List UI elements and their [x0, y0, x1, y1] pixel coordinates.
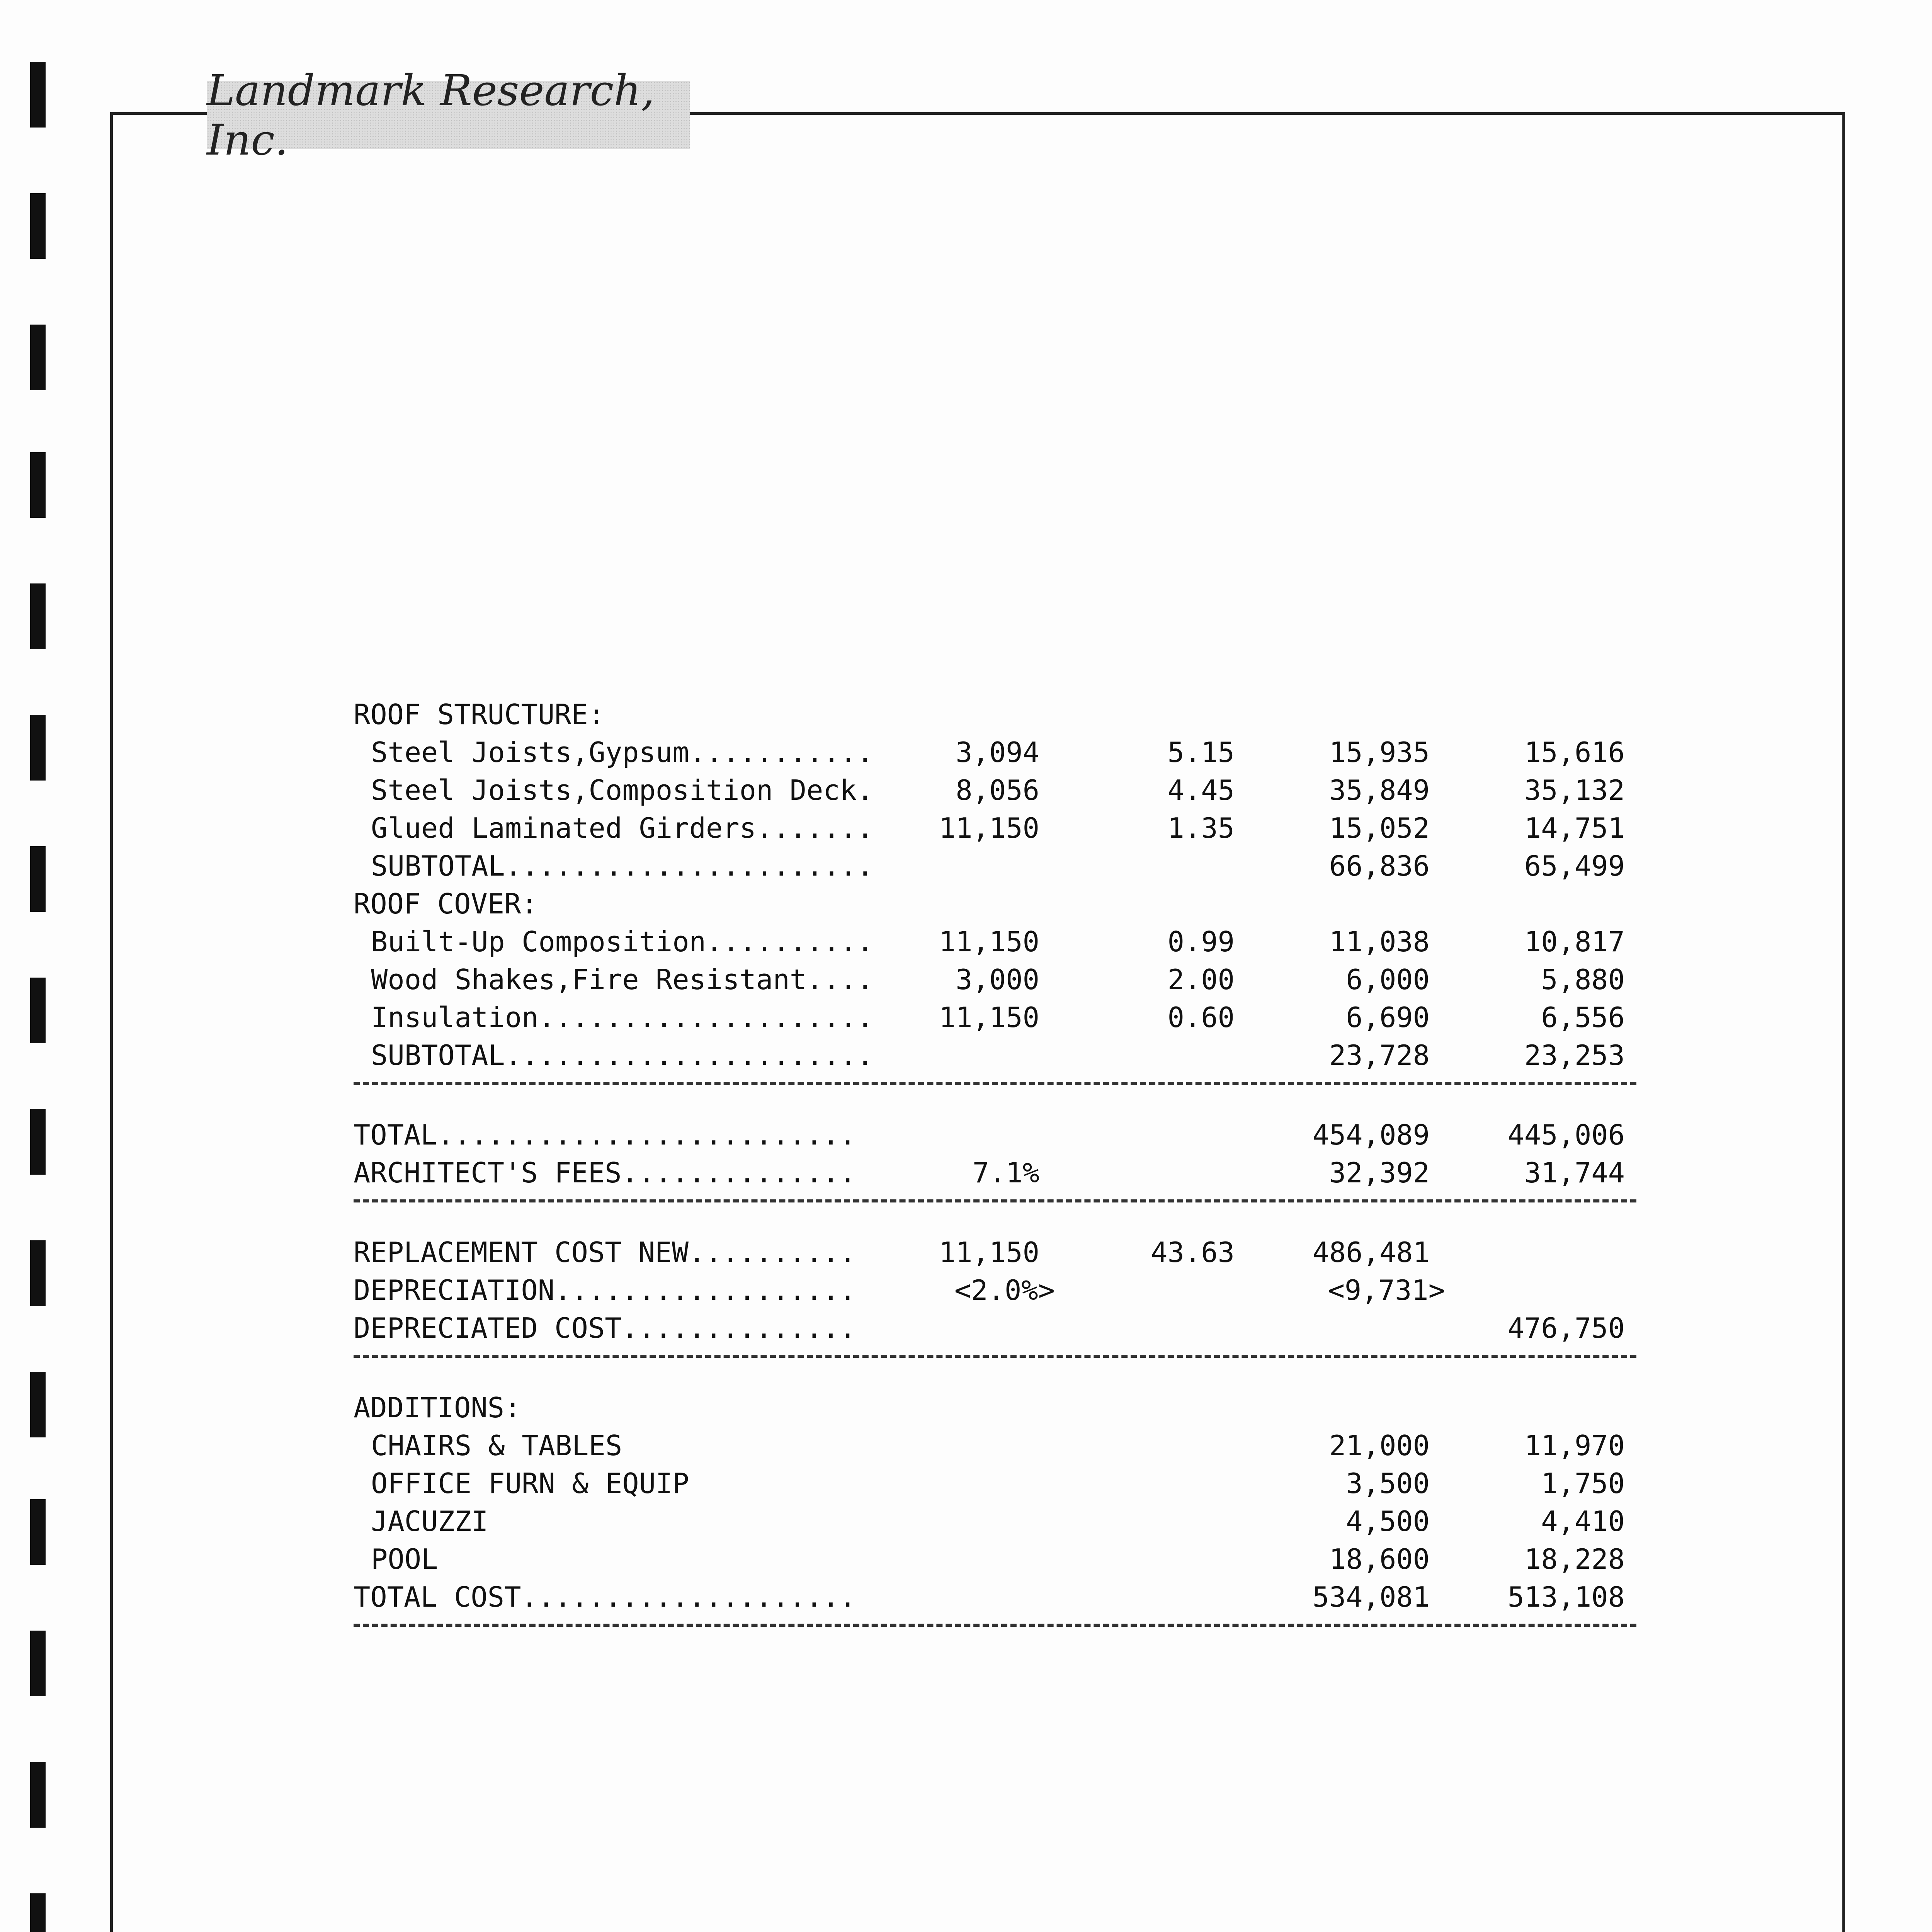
- section-heading: [354, 885, 1636, 923]
- company-logo: Landmark Research, Inc.: [207, 81, 690, 149]
- cost-table: [354, 696, 1636, 1658]
- table-row: Steel Joists,Gypsum........... 3,094 5.15 15,935 15,616: [371, 736, 1625, 769]
- table-row: Wood Shakes,Fire Resistant.... 3,000 2.00 6,000 5,880: [371, 963, 1625, 996]
- architect-fees-row: ARCHITECT'S FEES.............. 7.1% 32,392 31,744: [354, 1156, 1625, 1189]
- section-heading: [354, 696, 1636, 733]
- dashed-divider: [354, 1355, 1636, 1381]
- table-row: Insulation.................... 11,150 0.60 6,690 6,556: [371, 1001, 1625, 1034]
- total-row: TOTAL......................... 454,089 445,006: [354, 1119, 1625, 1151]
- roof-structure-heading: ROOF STRUCTURE:: [354, 698, 605, 731]
- section-heading: [354, 1389, 1636, 1427]
- table-row: Built-Up Composition.......... 11,150 0.99 11,038 10,817: [371, 925, 1625, 958]
- depreciated-cost-row: DEPRECIATED COST.............. 476,750: [354, 1312, 1625, 1344]
- dashed-divider: [354, 1082, 1636, 1108]
- table-row: Glued Laminated Girders....... 11,150 1.35 15,052 14,751: [371, 812, 1625, 844]
- table-row: JACUZZI 4,500 4,410: [371, 1505, 1625, 1537]
- dashed-divider: [354, 1199, 1636, 1226]
- subtotal-row: SUBTOTAL...................... 66,836 65,499: [371, 850, 1625, 882]
- table-row: OFFICE FURN & EQUIP 3,500 1,750: [371, 1467, 1625, 1500]
- replacement-cost-row: REPLACEMENT COST NEW.......... 11,150 43.63 486,481: [354, 1236, 1430, 1269]
- total-cost-row: TOTAL COST.................... 534,081 513,108: [354, 1581, 1625, 1613]
- roof-cover-heading: ROOF COVER:: [354, 888, 538, 920]
- table-row: POOL 18,600 18,228: [371, 1543, 1625, 1575]
- subtotal-row: SUBTOTAL...................... 23,728 23,253: [371, 1039, 1625, 1071]
- dashed-divider: [354, 1624, 1636, 1650]
- table-row: Steel Joists,Composition Deck. 8,056 4.45 35,849 35,132: [371, 774, 1625, 806]
- depreciation-row: DEPRECIATION.................. <2.0%> <9,731>: [354, 1274, 1445, 1306]
- additions-heading: ADDITIONS:: [354, 1391, 521, 1424]
- table-row: CHAIRS & TABLES 21,000 11,970: [371, 1429, 1625, 1462]
